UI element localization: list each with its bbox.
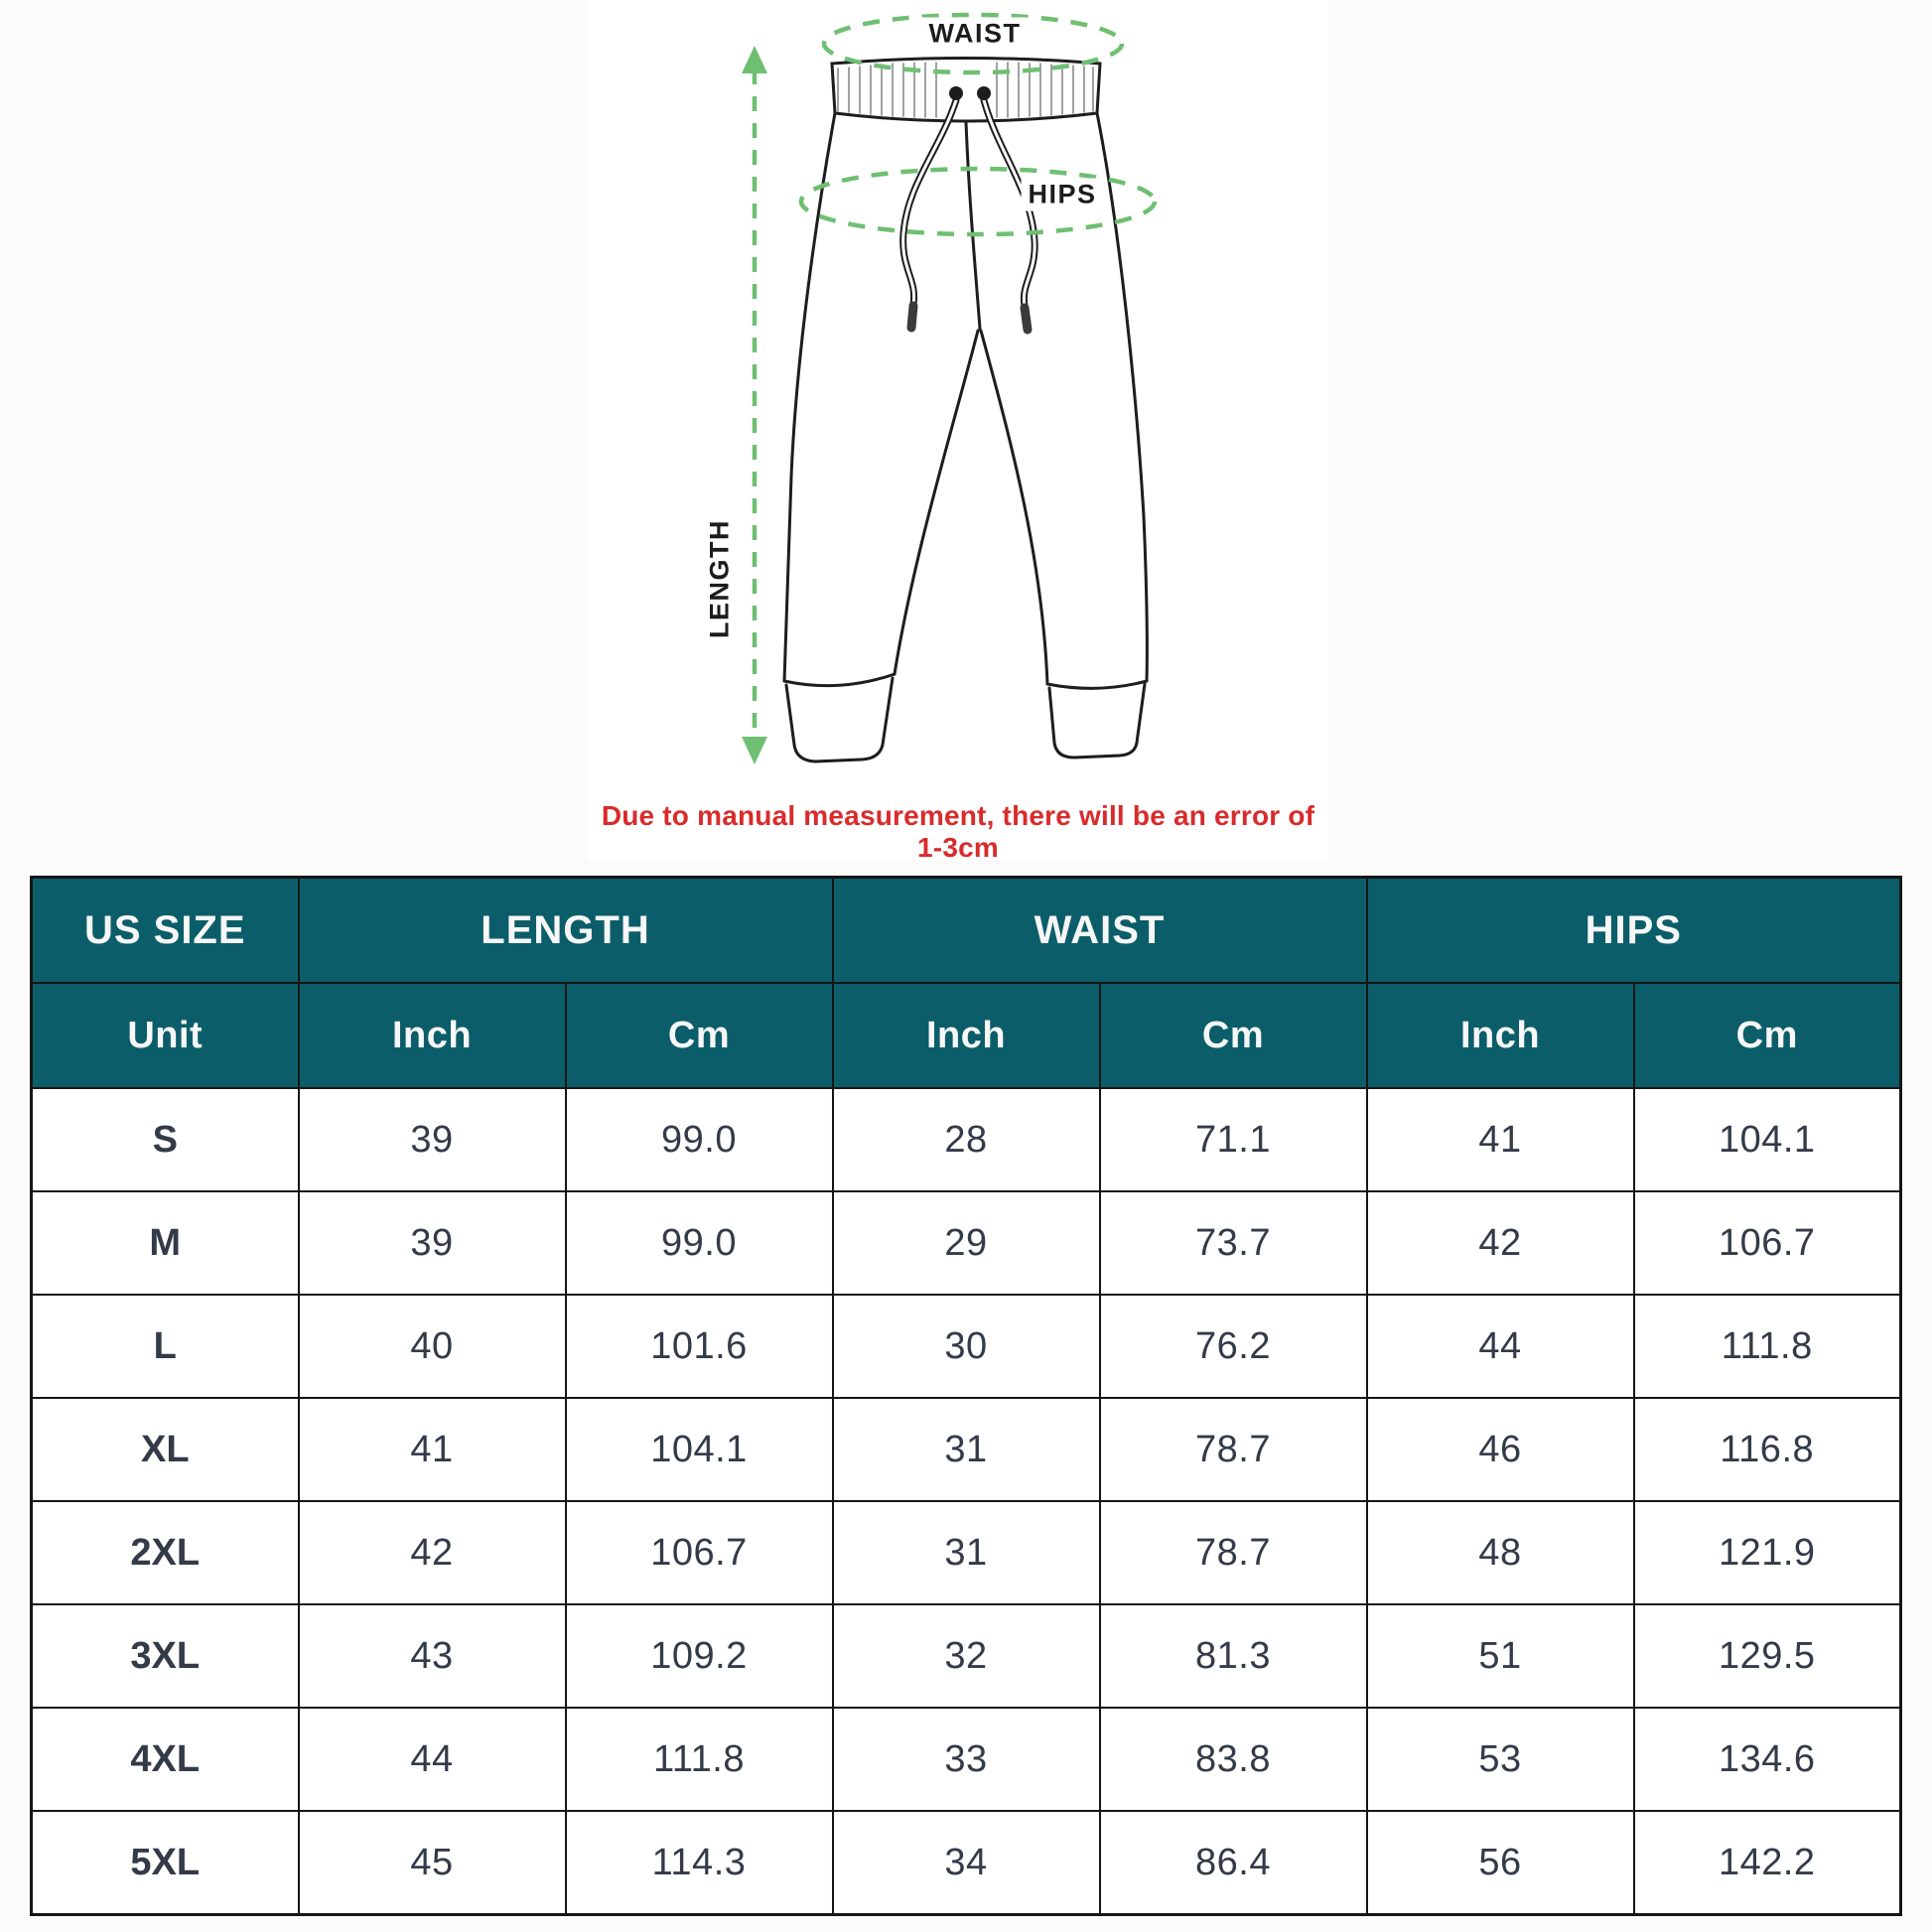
measurement-cell: 42 [1367,1191,1634,1295]
joggers-line-art [588,0,1328,860]
measurement-cell: 71.1 [1100,1088,1367,1191]
measurement-cell: 99.0 [566,1088,833,1191]
size-guide-illustration [588,0,1328,863]
measurement-cell: 134.6 [1634,1708,1901,1811]
column-subheader: Inch [833,983,1100,1088]
measurement-cell: 101.6 [566,1295,833,1398]
measurement-cell: 34 [833,1811,1100,1915]
measurement-note: Due to manual measurement, there will be an error of 1-3cm [601,800,1315,863]
measurement-cell: 142.2 [1634,1811,1901,1915]
measurement-cell: 32 [833,1604,1100,1708]
table-row [32,1708,1901,1811]
measurement-cell: 41 [299,1398,566,1501]
size-table [30,876,1902,1916]
measurement-cell: 109.2 [566,1604,833,1708]
measurement-cell: 106.7 [566,1501,833,1604]
measurement-cell: 39 [299,1088,566,1191]
length-arrow-down [742,737,767,764]
column-subheader: Inch [299,983,566,1088]
table-row [32,1088,1901,1191]
measurement-cell: 106.7 [1634,1191,1901,1295]
measurement-cell: 104.1 [566,1398,833,1501]
measurement-cell: 43 [299,1604,566,1708]
measurement-cell: 116.8 [1634,1398,1901,1501]
drawstrings [903,86,1035,330]
measurement-cell: 129.5 [1634,1604,1901,1708]
measurement-cell: 41 [1367,1088,1634,1191]
size-label-cell: 5XL [32,1811,299,1915]
table-row [32,1811,1901,1915]
measurement-cell: 48 [1367,1501,1634,1604]
measurement-cell: 78.7 [1100,1501,1367,1604]
measurement-cell: 51 [1367,1604,1634,1708]
measurement-cell: 29 [833,1191,1100,1295]
column-group-header: HIPS [1367,878,1901,984]
measurement-cell: 114.3 [566,1811,833,1915]
column-subheader: Cm [1634,983,1901,1088]
size-label-cell: 3XL [32,1604,299,1708]
size-label-cell: XL [32,1398,299,1501]
table-row [32,1501,1901,1604]
column-subheader: Unit [32,983,299,1088]
table-subheader-row [32,983,1901,1088]
length-label: LENGTH [704,519,735,638]
measurement-cell: 111.8 [1634,1295,1901,1398]
measurement-cell: 44 [299,1708,566,1811]
size-label-cell: 4XL [32,1708,299,1811]
measurement-cell: 76.2 [1100,1295,1367,1398]
waist-label: WAIST [922,18,1029,51]
measurement-cell: 45 [299,1811,566,1915]
measurement-cell: 39 [299,1191,566,1295]
table-row [32,1295,1901,1398]
measurement-cell: 111.8 [566,1708,833,1811]
measurement-cell: 42 [299,1501,566,1604]
table-group-header-row [32,878,1901,984]
measurement-cell: 40 [299,1295,566,1398]
hips-label: HIPS [1021,179,1103,211]
column-subheader: Cm [1100,983,1367,1088]
measurement-cell: 33 [833,1708,1100,1811]
column-group-header: US SIZE [32,878,299,984]
pants-outline [784,59,1147,762]
table-row [32,1398,1901,1501]
size-label-cell: L [32,1295,299,1398]
measurement-cell: 31 [833,1398,1100,1501]
measurement-cell: 99.0 [566,1191,833,1295]
measurement-cell: 86.4 [1100,1811,1367,1915]
table-row [32,1604,1901,1708]
measurement-cell: 104.1 [1634,1088,1901,1191]
measurement-cell: 28 [833,1088,1100,1191]
column-subheader: Inch [1367,983,1634,1088]
column-subheader: Cm [566,983,833,1088]
measurement-cell: 83.8 [1100,1708,1367,1811]
measurement-cell: 46 [1367,1398,1634,1501]
measurement-cell: 121.9 [1634,1501,1901,1604]
size-label-cell: S [32,1088,299,1191]
measurement-cell: 53 [1367,1708,1634,1811]
length-arrow-up [742,46,767,73]
column-group-header: LENGTH [299,878,833,984]
size-label-cell: 2XL [32,1501,299,1604]
measurement-cell: 81.3 [1100,1604,1367,1708]
measurement-cell: 44 [1367,1295,1634,1398]
measurement-cell: 30 [833,1295,1100,1398]
size-label-cell: M [32,1191,299,1295]
measurement-cell: 31 [833,1501,1100,1604]
measurement-cell: 78.7 [1100,1398,1367,1501]
column-group-header: WAIST [833,878,1367,984]
measurement-cell: 56 [1367,1811,1634,1915]
measurement-cell: 73.7 [1100,1191,1367,1295]
table-row [32,1191,1901,1295]
